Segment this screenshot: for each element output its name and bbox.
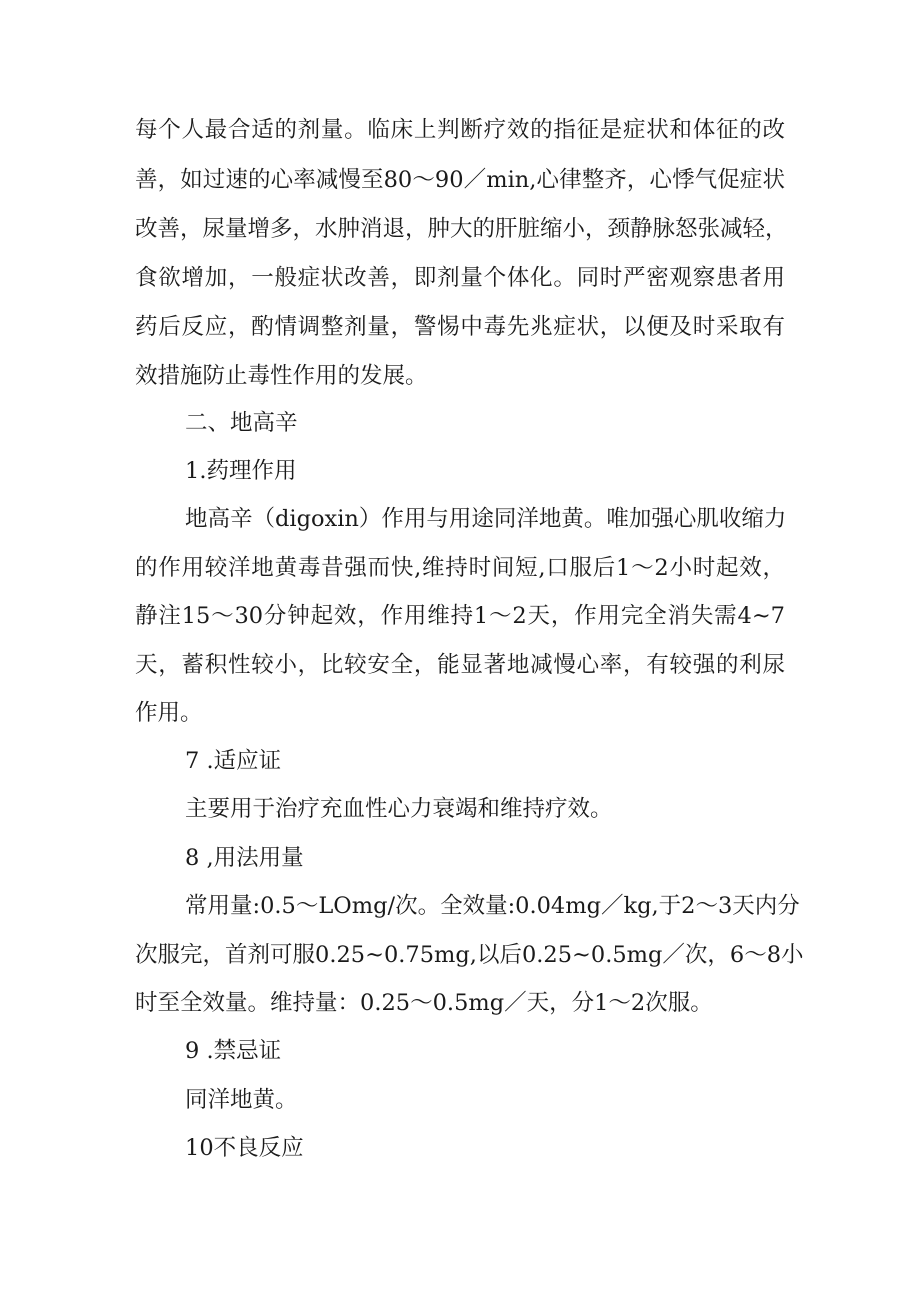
paragraph-line: 善，如过速的心率减慢至80～90／min,心律整齐，心悸气促症状 [135,167,785,193]
section-heading: 二、地高辛 [185,410,298,436]
paragraph-line: 地高辛（digoxin）作用与用途同洋地黄。唯加强心肌收缩力 [185,506,787,532]
subsection-heading: 7 .适应证 [185,748,282,774]
subsection-heading: 1.药理作用 [185,458,297,484]
paragraph-line: 天，蓄积性较小，比较安全，能显著地减慢心率，有较强的利尿 [135,652,785,678]
paragraph-line: 药后反应，酌情调整剂量，警惕中毒先兆症状，以便及时采取有 [135,314,785,340]
paragraph-line: 时至全效量。维持量：0.25～0.5mg／天，分1～2次服。 [135,990,713,1016]
paragraph-line: 同洋地黄。 [185,1087,298,1113]
subsection-heading: 8 ,用法用量 [185,845,304,871]
paragraph-line: 作用。 [135,700,203,726]
paragraph-line: 主要用于治疗充血性心力衰竭和维持疗效。 [185,796,613,822]
paragraph-line: 改善，尿量增多，水肿消退，肿大的肝脏缩小，颈静脉怒张减轻， [135,216,788,242]
paragraph-line: 静注15～30分钟起效，作用维持1～2天，作用完全消失需4~7 [135,603,785,629]
paragraph-line: 常用量:0.5～LOmg/次。全效量:0.04mg／kg,于2～3天内分 [185,893,800,919]
paragraph-line: 每个人最合适的剂量。临床上判断疗效的指征是症状和体征的改 [135,117,785,143]
paragraph-line: 食欲增加，一般症状改善，即剂量个体化。同时严密观察患者用 [135,265,785,291]
subsection-heading: 10不良反应 [185,1135,304,1161]
paragraph-line: 的作用较洋地黄毒昔强而快,维持时间短,口服后1～2小时起效， [135,555,785,581]
subsection-heading: 9 .禁忌证 [185,1038,282,1064]
paragraph-line: 次服完，首剂可服0.25~0.75mg,以后0.25~0.5mg／次，6～8小 [135,942,804,968]
paragraph-line: 效措施防止毒性作用的发展。 [135,363,428,389]
